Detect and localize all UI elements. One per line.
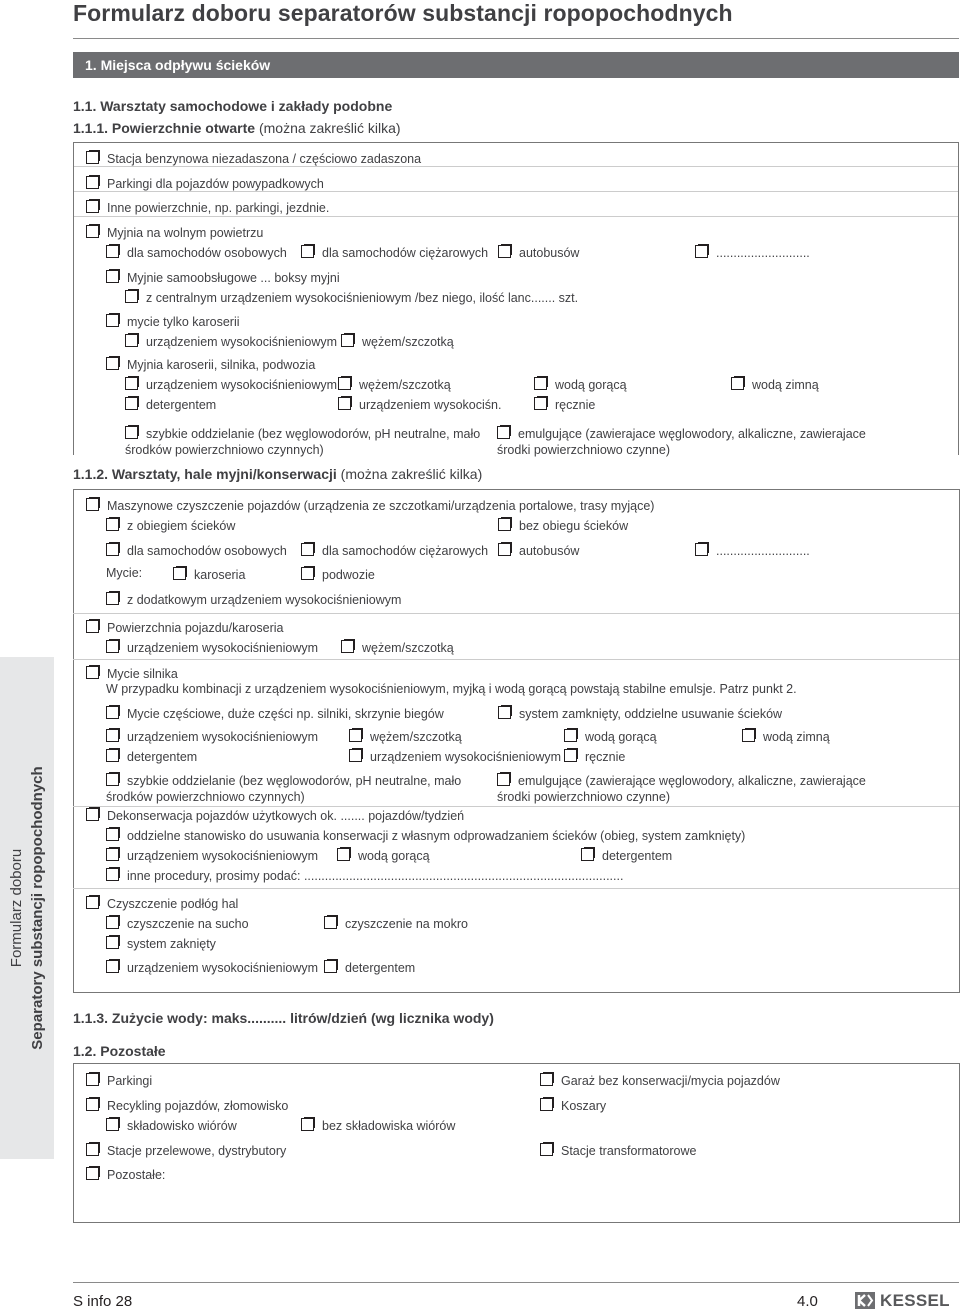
opt-osobowych-2[interactable]: dla samochodów osobowych: [106, 543, 287, 558]
checkbox[interactable]: [86, 808, 99, 821]
checkbox[interactable]: [301, 567, 314, 580]
checkbox[interactable]: [341, 334, 354, 347]
checkbox[interactable]: [564, 749, 577, 762]
side-tab-line2: Separatory substancji ropopochodnych: [29, 766, 46, 1050]
checkbox[interactable]: [106, 592, 119, 605]
checkbox[interactable]: [106, 706, 119, 719]
opt-samoobs[interactable]: Myjnie samoobsługowe ... boksy myjni: [106, 270, 340, 285]
opt-stacja[interactable]: Stacja benzynowa niezadaszona / częściowo zadaszona: [86, 151, 421, 166]
opt-urz-wys-6[interactable]: urządzeniem wysokociśnieniowym: [106, 848, 318, 863]
opt-ciezarowych[interactable]: dla samochodów ciężarowych: [301, 245, 488, 260]
checkbox[interactable]: [497, 426, 510, 439]
checkbox[interactable]: [86, 225, 99, 238]
checkbox[interactable]: [497, 773, 510, 786]
opt-myjnia[interactable]: Myjnia na wolnym powietrzu: [86, 225, 263, 240]
water-usage: 1.1.3. Zużycie wody: maks.......... litrów/dzień (wg licznika wody): [73, 1010, 494, 1026]
checkbox[interactable]: [564, 729, 577, 742]
checkbox[interactable]: [106, 729, 119, 742]
opt-wezem-4[interactable]: wężem/szczotką: [349, 729, 462, 744]
checkbox[interactable]: [106, 868, 119, 881]
opt-recznie[interactable]: ręcznie: [534, 397, 595, 412]
checkbox[interactable]: [695, 543, 708, 556]
checkbox[interactable]: [540, 1098, 553, 1111]
side-tab-text: [6, 766, 48, 1049]
checkbox[interactable]: [106, 936, 119, 949]
opt-powierzchnia[interactable]: Powierzchnia pojazdu/karoseria: [86, 620, 283, 635]
opt-karoseria[interactable]: karoseria: [173, 567, 245, 582]
label-mycie: Mycie:: [106, 566, 143, 580]
opt-czyszczenie[interactable]: Czyszczenie podłóg hal: [86, 896, 238, 911]
opt-czesciowe[interactable]: Mycie częściowe, duże części np. silniki, skrzynie biegów: [106, 706, 444, 721]
checkbox[interactable]: [106, 270, 119, 283]
checkbox[interactable]: [173, 567, 186, 580]
checkbox[interactable]: [106, 245, 119, 258]
checkbox[interactable]: [125, 377, 138, 390]
checkbox[interactable]: [301, 245, 314, 258]
opt-urz-wys-skr[interactable]: urządzeniem wysokociśn.: [338, 397, 501, 412]
checkbox[interactable]: [106, 960, 119, 973]
checkbox[interactable]: [498, 245, 511, 258]
checkbox[interactable]: [106, 543, 119, 556]
opt-zimna[interactable]: wodą zimną: [731, 377, 819, 392]
checkbox[interactable]: [324, 960, 337, 973]
checkbox[interactable]: [534, 377, 547, 390]
opt-goraca[interactable]: wodą gorącą: [534, 377, 627, 392]
opt-ciezarowych-2[interactable]: dla samochodów ciężarowych: [301, 543, 488, 558]
checkbox[interactable]: [86, 620, 99, 633]
checkbox[interactable]: [581, 848, 594, 861]
opt-urz-wys-3[interactable]: urządzeniem wysokociśnieniowym: [106, 640, 318, 655]
checkbox[interactable]: [86, 1167, 99, 1180]
opt-recykling[interactable]: Recykling pojazdów, złomowisko: [86, 1098, 288, 1113]
opt-system-zakniety[interactable]: system zakniętу: [106, 936, 216, 951]
opt-obiegiem[interactable]: z obiegiem ścieków: [106, 518, 235, 533]
checkbox[interactable]: [338, 397, 351, 410]
checkbox[interactable]: [338, 377, 351, 390]
opt-urz-wys-5[interactable]: urządzeniem wysokociśnieniowym: [349, 749, 561, 764]
opt-urz-wys-4[interactable]: urządzeniem wysokociśnieniowym: [106, 729, 318, 744]
checkbox[interactable]: [86, 666, 99, 679]
checkbox[interactable]: [86, 896, 99, 909]
opt-wezem-2[interactable]: wężem/szczotką: [338, 377, 451, 392]
opt-urz-wys-2[interactable]: urządzeniem wysokociśnieniowym: [125, 377, 337, 392]
opt-wezem[interactable]: wężem/szczotką: [341, 334, 454, 349]
opt-maszynowe[interactable]: Maszynowe czyszczenie pojazdów (urządzenia ze szczotkami/urządzenia portalowe, trasy myjące): [86, 498, 654, 513]
footer-rule: [73, 1282, 959, 1283]
opt-bez-skladowiska[interactable]: bez składowiska wiórów: [301, 1118, 455, 1133]
opt-koszary[interactable]: Koszary: [540, 1098, 606, 1113]
subsection-label: 1.1.2. Warsztaty, hale myjni/konserwacji: [73, 466, 337, 482]
checkbox[interactable]: [86, 1098, 99, 1111]
opt-stacje-transf[interactable]: Stacje transformatorowe: [540, 1143, 696, 1158]
note-emulsje: W przypadku kombinacji z urządzeniem wysokociśnieniowym, myjką i wodą gorącą powstają stabilne emulsje. Patrz punkt 2.: [106, 682, 797, 696]
section-band: [73, 52, 959, 78]
checkbox[interactable]: [86, 498, 99, 511]
opt-osobowych[interactable]: dla samochodów osobowych: [106, 245, 287, 260]
checkbox[interactable]: [125, 290, 138, 303]
opt-stacje-przel[interactable]: Stacje przelewowe, dystrybutory: [86, 1143, 286, 1158]
subsection-hint: (można zakreślić kilka): [258, 120, 401, 136]
opt-system-zamk[interactable]: system zamknięty, oddzielne usuwanie ścieków: [498, 706, 782, 721]
checkbox[interactable]: [106, 916, 119, 929]
checkbox[interactable]: [106, 357, 119, 370]
checkbox[interactable]: [106, 314, 119, 327]
checkbox[interactable]: [324, 916, 337, 929]
checkbox[interactable]: [341, 640, 354, 653]
opt-bez-obiegu[interactable]: bez obiegu ścieków: [498, 518, 628, 533]
section-title: 1. Miejsca odpływu ścieków: [85, 57, 271, 73]
opt-mycie-kar[interactable]: mycie tylko karoserii: [106, 314, 240, 329]
opt-dodatkowym[interactable]: z dodatkowym urządzeniem wysokociśnieniowym: [106, 592, 401, 607]
checkbox[interactable]: [125, 334, 138, 347]
opt-other[interactable]: ...........................: [695, 245, 810, 260]
side-tab-line1: Formularz doboru: [8, 848, 25, 968]
checkbox[interactable]: [86, 1143, 99, 1156]
opt-autobusow[interactable]: autobusów: [498, 245, 579, 260]
subsection-title: [73, 120, 401, 136]
opt-oddzielne[interactable]: oddzielne stanowisko do usuwania konserwacji z własnym odprowadzaniem ścieków (obieg, system zamknięty): [106, 828, 745, 843]
checkbox[interactable]: [86, 176, 99, 189]
checkbox[interactable]: [731, 377, 744, 390]
subsection-title: [73, 466, 482, 482]
checkbox[interactable]: [337, 848, 350, 861]
opt-other-2[interactable]: ...........................: [695, 543, 810, 558]
opt-detergentem[interactable]: detergentem: [125, 397, 216, 412]
opt-centr[interactable]: z centralnym urządzeniem wysokociśnieniowym /bez niego, ilość lanc....... szt.: [125, 290, 578, 305]
footer-version: 4.0: [797, 1293, 818, 1310]
opt-urz-wys-7[interactable]: urządzeniem wysokociśnieniowym: [106, 960, 318, 975]
opt-detergentem-4[interactable]: detergentem: [324, 960, 415, 975]
brand-name: KESSEL: [880, 1291, 950, 1310]
opt-inne[interactable]: Inne powierzchnie, np. parkingi, jezdnie.: [86, 200, 329, 215]
subsection-title: 1.2. Pozostałe: [73, 1043, 166, 1059]
kessel-logo: [855, 1291, 958, 1316]
checkbox[interactable]: [106, 773, 119, 786]
opt-szybkie[interactable]: szybkie oddzielanie (bez węglowodorów, pH neutralne, mało środków powierzchniowo czynnych): [125, 427, 481, 457]
opt-podwozie[interactable]: podwozie: [301, 567, 375, 582]
checkbox[interactable]: [349, 729, 362, 742]
opt-parkingi[interactable]: Parkingi dla pojazdów powypadkowych: [86, 176, 324, 191]
opt-recznie-2[interactable]: ręcznie: [564, 749, 625, 764]
opt-sucho[interactable]: czyszczenie na sucho: [106, 916, 249, 931]
subsection-hint: (można zakreślić kilka): [340, 466, 483, 482]
opt-autobusow-2[interactable]: autobusów: [498, 543, 579, 558]
opt-skladowisko[interactable]: składowisko wiórów: [106, 1118, 237, 1133]
page-title: Formularz doboru separatorów substancji ropopochodnych: [73, 0, 733, 26]
opt-inne-proc[interactable]: inne procedury, prosimy podać: ............................................................................................: [106, 868, 623, 883]
opt-dekonserwacja[interactable]: Dekonserwacja pojazdów użytkowych ok. ....... pojazdów/tydzień: [86, 808, 464, 823]
opt-pozostale[interactable]: Pozostałe:: [86, 1167, 165, 1182]
checkbox[interactable]: [106, 848, 119, 861]
subsection-label: 1.1.1. Powierzchnie otwarte: [73, 120, 256, 136]
checkbox[interactable]: [125, 426, 138, 439]
title-rule: [73, 38, 959, 39]
opt-myjnia-kar[interactable]: Myjnia karoserii, silnika, podwozia: [106, 357, 315, 372]
checkbox[interactable]: [498, 543, 511, 556]
checkbox[interactable]: [695, 245, 708, 258]
opt-parkingi-2[interactable]: Parkingi: [86, 1073, 152, 1088]
opt-goraca-2[interactable]: wodą gorącą: [564, 729, 657, 744]
checkbox[interactable]: [86, 1073, 99, 1086]
opt-silnika[interactable]: Mycie silnika: [86, 666, 178, 681]
checkbox[interactable]: [301, 1118, 314, 1131]
checkbox[interactable]: [534, 397, 547, 410]
checkbox[interactable]: [540, 1143, 553, 1156]
checkbox[interactable]: [86, 151, 99, 164]
checkbox[interactable]: [106, 1118, 119, 1131]
opt-emulg[interactable]: emulgujące (zawierajace węglowodory, alkaliczne, zawierajace środki powierzchniowo czynne): [497, 427, 866, 457]
opt-mokro[interactable]: czyszczenie na mokro: [324, 916, 468, 931]
checkbox[interactable]: [540, 1073, 553, 1086]
footer-doc-id: S info 28: [73, 1293, 133, 1310]
checkbox[interactable]: [125, 397, 138, 410]
checkbox[interactable]: [349, 749, 362, 762]
checkbox[interactable]: [301, 543, 314, 556]
opt-detergentem-2[interactable]: detergentem: [106, 749, 197, 764]
opt-urz-wys[interactable]: urządzeniem wysokociśnieniowym: [125, 334, 337, 349]
checkbox[interactable]: [106, 749, 119, 762]
subsection-title: 1.1. Warsztaty samochodowe i zakłady podobne: [73, 98, 393, 114]
checkbox[interactable]: [86, 200, 99, 213]
checkbox[interactable]: [498, 518, 511, 531]
checkbox[interactable]: [106, 518, 119, 531]
checkbox[interactable]: [498, 706, 511, 719]
opt-wezem-3[interactable]: wężem/szczotką: [341, 640, 454, 655]
opt-garaz[interactable]: Garaż bez konserwacji/mycia pojazdów: [540, 1073, 780, 1088]
opt-emulg-2[interactable]: emulgujące (zawierające węglowodory, alkaliczne, zawierające środki powierzchniowo czynne): [497, 774, 866, 804]
opt-detergentem-3[interactable]: detergentem: [581, 848, 672, 863]
checkbox[interactable]: [742, 729, 755, 742]
checkbox[interactable]: [106, 640, 119, 653]
opt-goraca-3[interactable]: wodą gorącą: [337, 848, 430, 863]
checkbox[interactable]: [106, 828, 119, 841]
opt-zimna-2[interactable]: wodą zimną: [742, 729, 830, 744]
opt-szybkie-2[interactable]: szybkie oddzielanie (bez węglowodorów, pH neutralne, mało środków powierzchniowo czynnych): [106, 774, 462, 804]
